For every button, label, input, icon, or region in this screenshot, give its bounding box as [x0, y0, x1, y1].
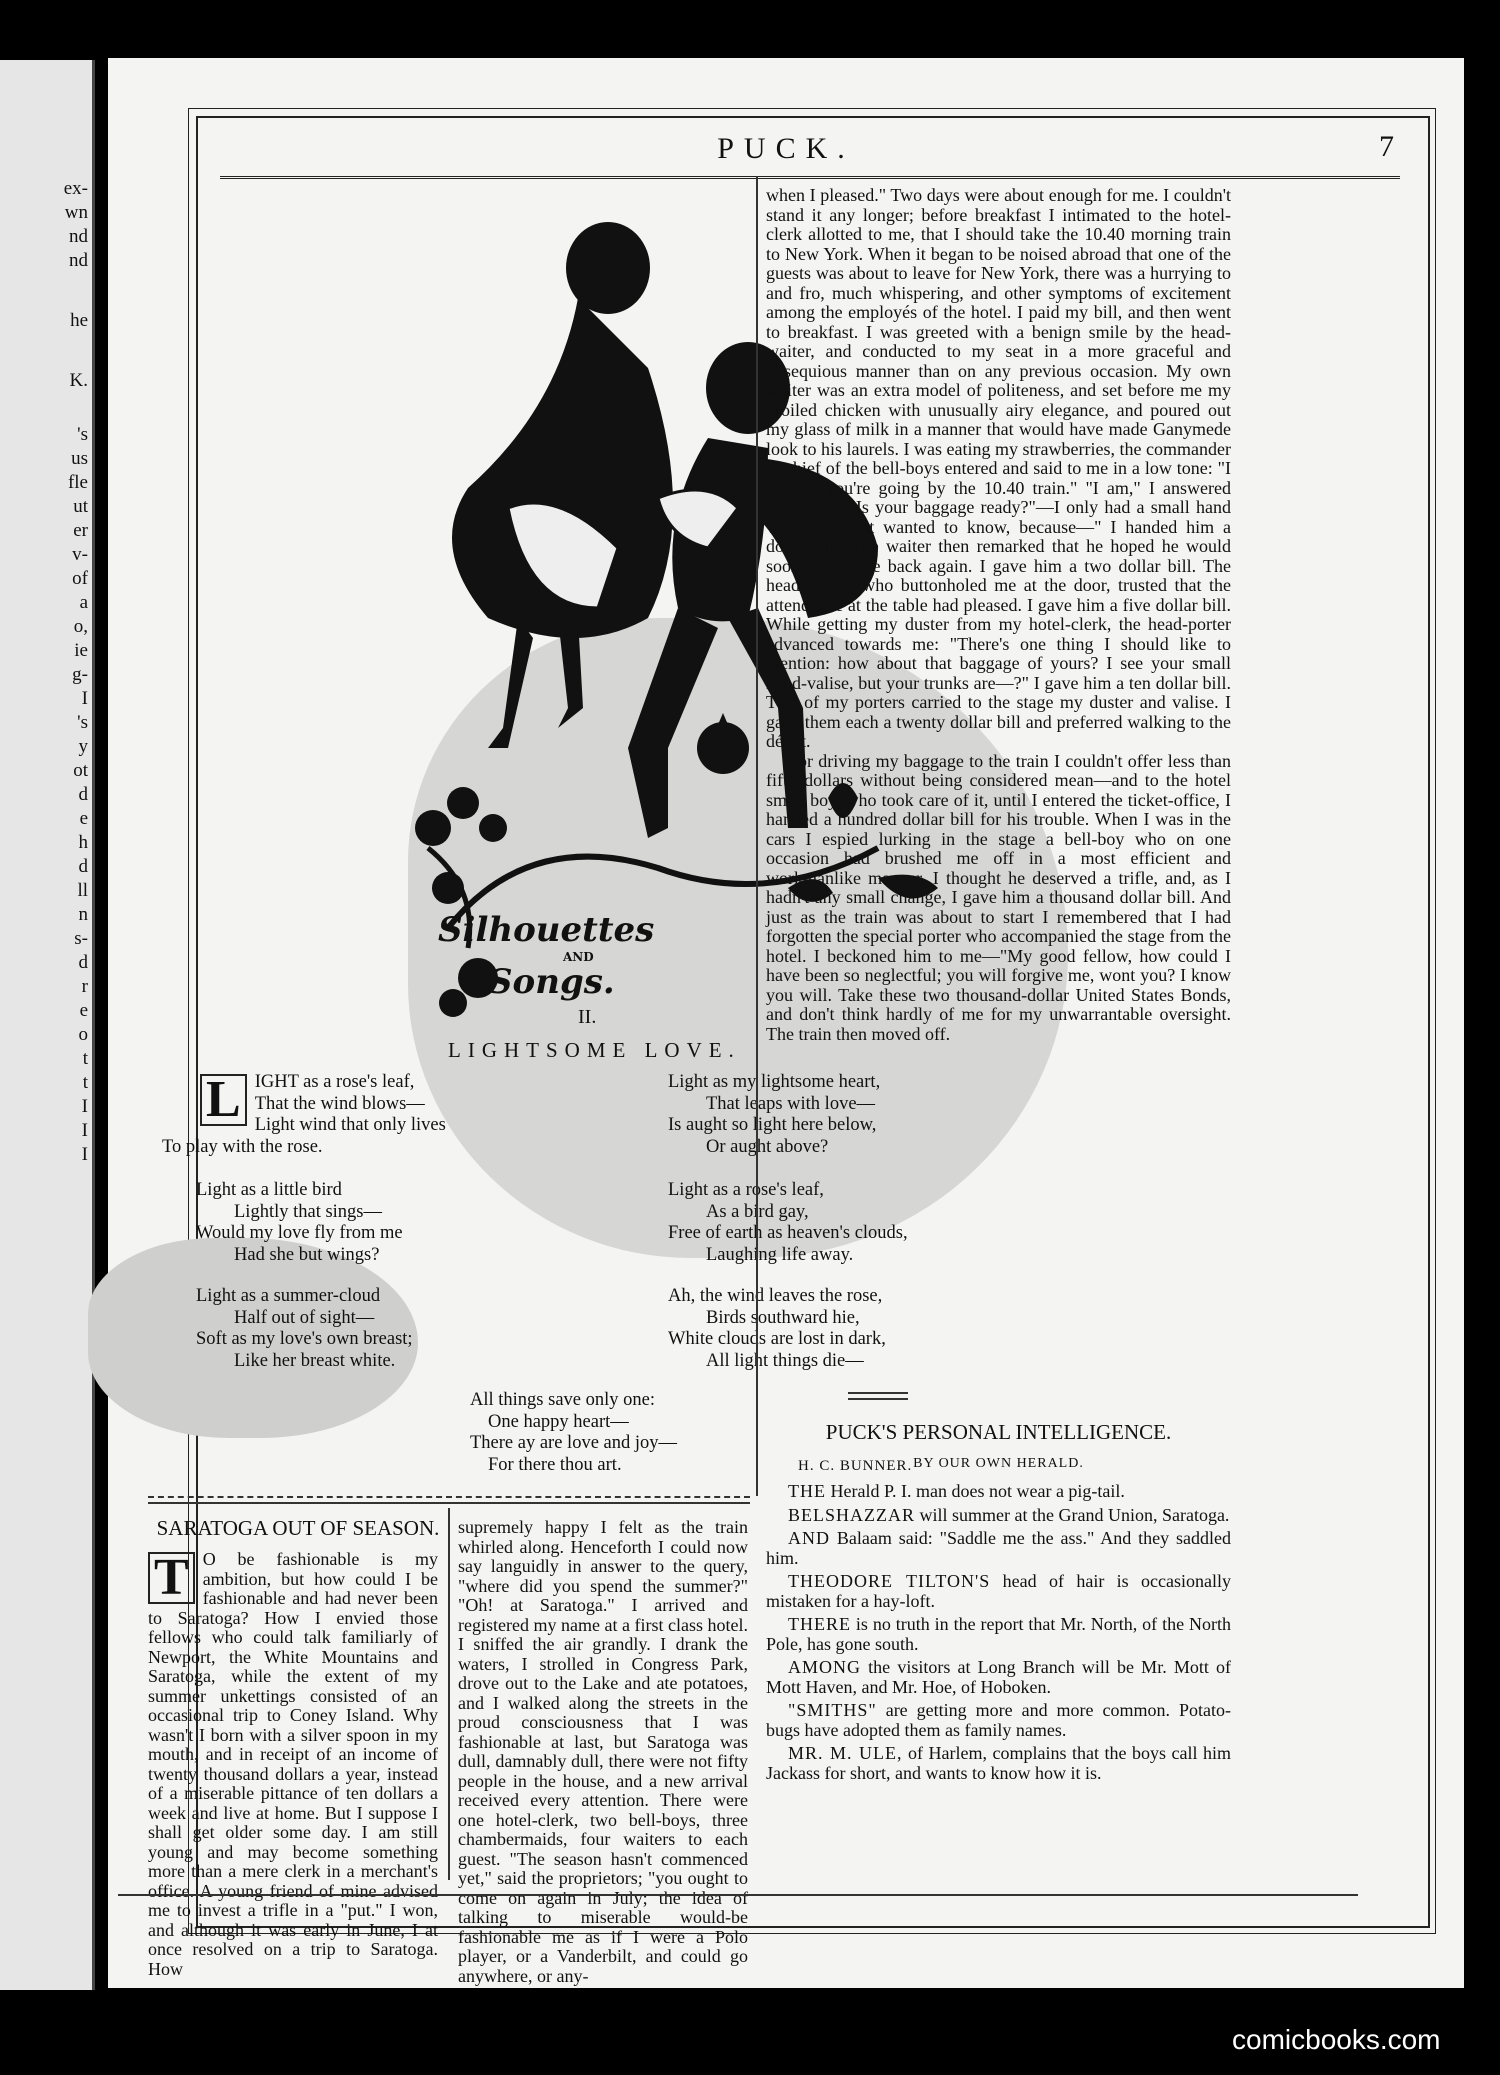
intelligence-item	[766, 1701, 1231, 1740]
poem-line: There ay are love and joy—	[470, 1433, 678, 1453]
intelligence-item	[766, 1572, 1231, 1611]
prev-page-fragment: nd	[69, 226, 88, 247]
poem-line: All light things die—	[706, 1350, 864, 1371]
section-rule	[148, 1496, 750, 1498]
illustration-title-and: AND	[563, 950, 594, 964]
prev-page-fragment: I	[81, 1144, 88, 1165]
intelligence-item	[766, 1615, 1231, 1654]
illustration-title-songs: Songs.	[488, 962, 615, 1002]
poem-left-stanza-3	[196, 1286, 413, 1372]
illustration-title-silhouettes: Silhouettes	[438, 910, 655, 950]
prev-page-fragment: 's	[77, 424, 88, 445]
intelligence-title: PUCK'S PERSONAL INTELLIGENCE.	[825, 1420, 1172, 1444]
prev-page-fragment: d	[78, 952, 88, 973]
prev-page-fragment: er	[73, 520, 88, 541]
poem-line: Light as a rose's leaf,	[668, 1180, 824, 1200]
intelligence-item	[766, 1529, 1231, 1568]
story-paragraph: For driving my baggage to the train I couldn't offer less than fifty dollars without being considered mean—and to the hotel small boy, who took care of it, until I entered the ticket-office, I handed a hundred dollar bill for his trouble. When I was in the cars I espied lurking in the stage a bell-boy who on one occasion had brushed me off in a most efficient and workmanlike manner. I thought he deserved a trifle, and, as I hadn't any small change, I gave him a thousand dollar bill. And just as the train was about to start I remembered that I had forgotten the special porter who accompanied the stage from the hotel. I beckoned him to me—"My good fellow, how could I have been so neglectful; you will forgive me, wont you? I know you will. Take these two thousand-dollar United States Bonds, and don't think hardly of me for my unwarrantable oversight. The train then moved off.	[766, 750, 1231, 1044]
poem-line: One happy heart—	[488, 1411, 629, 1432]
intelligence-item-text: head of hair is occasionally mistaken for a hay-loft.	[766, 1571, 1231, 1611]
prev-page-fragment: ex-	[63, 178, 88, 199]
story-paragraph: supremely happy I felt as the train whirled along. Henceforth I could now say languidly in answer to the query, "where did you spend the summer?" "Oh! at Saratoga." I arrived and registered my name at a first class hotel. I sniffed the air grandly. I drank the waters, I strolled in Congress Park, drove out to the Lake and ate potatoes, and I walked along the streets in the proud consciousness that I was fashionable at last, but Saratoga was dull, damnably dull, there were not fifty people in the house, and a new arrival received every attention. There were one hotel-clerk, two bell-boys, three chambermaids, four waiters to each guest. "The season hasn't commenced yet," said the proprietors; "you ought to come on again in July; the idea of talking to miserable would-be fashionable me as if I were a Polo player, or a Vanderbilt, and could go anywhere, or any-	[458, 1517, 748, 1986]
poem-line: Lightly that sings—	[234, 1201, 382, 1222]
prev-page-fragment: o	[78, 1024, 88, 1045]
poem-line: Or aught above?	[706, 1136, 829, 1157]
intelligence-item-text: of Harlem, complains that the boys call him Jackass for short, and wants to know how it is.	[766, 1743, 1231, 1783]
prev-page-fragment: e	[79, 808, 88, 829]
column-divider	[756, 176, 758, 1496]
prev-page-fragment: 's	[77, 712, 88, 733]
magazine-page	[108, 58, 1464, 1988]
intelligence-item-text: are getting more and more common. Potato-bugs have adopted them as family names.	[766, 1700, 1231, 1740]
story-continuation-column	[766, 186, 1231, 1044]
intelligence-item	[766, 1506, 1231, 1526]
prev-page-fragment: o,	[73, 616, 88, 637]
intelligence-item-text: Balaam said: "Saddle me the ass." And they saddled him.	[766, 1528, 1231, 1568]
poem-line: Light as a little bird	[196, 1180, 342, 1200]
poem-line: Free of earth as heaven's clouds,	[668, 1223, 908, 1243]
intelligence-item-lead: THE	[788, 1481, 826, 1501]
intelligence-item-lead: AND	[788, 1528, 830, 1548]
intelligence-item-text: is no truth in the report that Mr. North, of the North Pole, has gone south.	[766, 1614, 1231, 1654]
intelligence-item-text: Herald P. I. man does not wear a pig-tail.	[830, 1481, 1125, 1501]
prev-page-fragment: y	[78, 736, 88, 757]
section-rule	[148, 1502, 750, 1504]
poem-line: Is aught so light here below,	[668, 1115, 877, 1135]
prev-page-fragment: n	[78, 904, 88, 925]
prev-page-fragment: of	[72, 568, 88, 589]
prev-page-fragment: d	[78, 784, 88, 805]
prev-page-fragment: ut	[73, 496, 88, 517]
prev-page-fragment: fle	[67, 472, 88, 493]
poem-line: Light as my lightsome heart,	[668, 1072, 881, 1092]
poem-right-stanza-1	[668, 1072, 880, 1158]
prev-page-fragment: nd	[69, 250, 88, 271]
story-paragraph: when I pleased." Two days were about enough for me. I couldn't stand it any longer; before breakfast I intimated to the hotel-clerk allotted to me, that I should take the 10.40 morning train to New York. When it began to be noised abroad that one of the guests was about to leave for New York, there was a hurrying to and fro, much whispering, and other symptoms of excitement among the employés of the hotel. I paid my bill, and then went to breakfast. I was greeted with a benign smile by the head-waiter, and conducted to my seat in a more graceful and obsequious manner than on any previous occasion. My own waiter was an extra model of politeness, and set before me my broiled chicken with unusually airy elegance, and poured out my glass of milk in a manner that would have made Ganymede look to his laurels. I was eating my strawberries, the commander in chief of the bell-boys entered and said to me in a low tone: "I believe you're going by the 10.40 train." "I am," I answered pleasantly. "Is your baggage ready?"—I only had a small hand valise—"I just wanted to know, because—" I handed him a dollar bill. The waiter then remarked that he hoped he would soon to see me back again. I gave him a two dollar bill. The head-waiter, who buttonholed me at the door, trusted that the attendance at the table had pleased. I gave him a five dollar bill. While getting my duster from my hotel-clerk, the head-porter advanced towards me: "There's one thing I should like to mention: how about that baggage of yours? I see your small hand-valise, but your trunks are—?" I gave him a ten dollar bill. Two of my porters carried to the stage my duster and valise. I gave them each a twenty dollar bill and preferred walking to the dépôt.	[766, 185, 1231, 751]
prev-page-fragment: e	[79, 1000, 88, 1021]
poem-line: Light wind that only lives	[254, 1115, 446, 1135]
section-separator	[848, 1398, 908, 1400]
prev-page-fragment: t	[82, 1072, 88, 1093]
prev-page-fragment: I	[81, 1096, 88, 1117]
poem-line: Laughing life away.	[706, 1244, 854, 1265]
poem-line: Half out of sight—	[234, 1307, 375, 1328]
poem-line: That the wind blows—	[254, 1093, 425, 1114]
poem-title: LIGHTSOME LOVE.	[448, 1038, 741, 1062]
poem-line: Soft as my love's own breast;	[196, 1329, 413, 1349]
intelligence-item-lead: THERE	[788, 1614, 851, 1634]
column-divider	[448, 1508, 450, 1880]
intelligence-item-lead: THEODORE TILTON'S	[788, 1571, 991, 1591]
poem-line: IGHT as a rose's leaf,	[254, 1072, 415, 1092]
intelligence-item-lead: AMONG	[788, 1657, 862, 1677]
intelligence-item	[766, 1482, 1231, 1502]
poem-right-stanza-3	[668, 1286, 886, 1372]
poem-line: To play with the rose.	[162, 1136, 323, 1157]
header-rule	[220, 176, 1400, 179]
poem-line: White clouds are lost in dark,	[668, 1329, 886, 1349]
page-number: 7	[1379, 130, 1394, 163]
intelligence-item	[766, 1744, 1231, 1783]
poem-line: Birds southward hie,	[706, 1307, 860, 1328]
poem-author: H. C. BUNNER.	[798, 1458, 913, 1474]
poem-right-stanza-2	[668, 1180, 908, 1266]
prev-page-fragment: d	[78, 856, 88, 877]
prev-page-fragment: a	[79, 592, 88, 613]
intelligence-item-lead: BELSHAZZAR	[788, 1504, 915, 1525]
prev-page-fragment: us	[71, 448, 88, 469]
saratoga-title: SARATOGA OUT OF SEASON.	[156, 1516, 440, 1540]
footer-rule	[118, 1894, 1358, 1896]
poem-line: Had she but wings?	[234, 1244, 380, 1265]
poem-line: Like her breast white.	[234, 1350, 396, 1371]
prev-page-fragment: K.	[69, 370, 88, 391]
intelligence-item-lead: "SMITHS"	[788, 1700, 877, 1720]
prev-page-fragment: h	[78, 832, 88, 853]
story-paragraph: O be fashionable is my ambition, but how could I be fashionable and had never been to Saratoga? How I envied those fellows who could talk familiarly of Newport, the White Mountains and Saratoga, while the extent of my summer unkettings consisted of an occasional trip to Coney Island. Why wasn't I born with a silver spoon in my mouth, and in receipt of an income of twenty thousand dollars a year, instead of a miserable pittance of ten dollars a week and live at home. But I suppose I shall get older some day. I am still young and may become something more than a mere clerk in a merchant's office. A young friend of mine advised me to invest a trifle in a "put." I won, and although it was early in June, I at once resolved on a trip to Saratoga. How	[148, 1549, 438, 1979]
intelligence-item	[766, 1658, 1231, 1697]
prev-page-fragment: g-	[72, 664, 88, 685]
prev-page-fragment: he	[70, 310, 88, 331]
prev-page-fragment: v-	[72, 544, 88, 565]
prev-page-fragment: ot	[73, 760, 88, 781]
prev-page-fragment: r	[81, 976, 88, 997]
intelligence-item-lead: MR. M. ULE,	[788, 1743, 903, 1763]
poem-line: As a bird gay,	[706, 1201, 809, 1222]
poem-line: Light as a summer-cloud	[196, 1286, 381, 1306]
section-separator	[848, 1392, 908, 1394]
intelligence-item-text: will summer at the Grand Union, Saratoga.	[919, 1504, 1230, 1525]
prev-page-fragment: s-	[74, 928, 88, 949]
poem-line: All things save only one:	[470, 1390, 655, 1410]
intelligence-byline: BY OUR OWN HERALD.	[913, 1456, 1084, 1471]
prev-page-fragment: t	[82, 1048, 88, 1069]
poem-closing-stanza	[470, 1390, 677, 1476]
watermark-credit: comicbooks.com	[1232, 2024, 1441, 2055]
previous-page-edge	[0, 60, 95, 1990]
poem-line: Would my love fly from me	[196, 1223, 403, 1243]
saratoga-column-2	[458, 1518, 748, 1986]
poem-line: For there thou art.	[488, 1454, 622, 1475]
poem-line: Ah, the wind leaves the rose,	[668, 1286, 883, 1306]
poem-left-stanza-2	[196, 1180, 403, 1266]
poem-line: That leaps with love—	[706, 1093, 876, 1114]
prev-page-fragment: ie	[74, 640, 88, 661]
prev-page-fragment: I	[81, 1120, 88, 1141]
prev-page-fragment: ll	[77, 880, 88, 901]
saratoga-column-1	[148, 1550, 438, 1979]
masthead-title: PUCK.	[717, 132, 855, 165]
intelligence-items	[766, 1482, 1231, 1787]
poem-left-stanza-1	[162, 1071, 446, 1158]
poem-number: II.	[578, 1006, 597, 1028]
saratoga-dropcap: T	[148, 1552, 195, 1604]
prev-page-fragment: wn	[64, 202, 88, 223]
intelligence-item-text: the visitors at Long Branch will be Mr. Mott of Mott Haven, and Mr. Hoe, of Hoboken.	[766, 1657, 1231, 1697]
poem-dropcap: L	[200, 1074, 247, 1126]
prev-page-fragment: I	[81, 688, 88, 709]
